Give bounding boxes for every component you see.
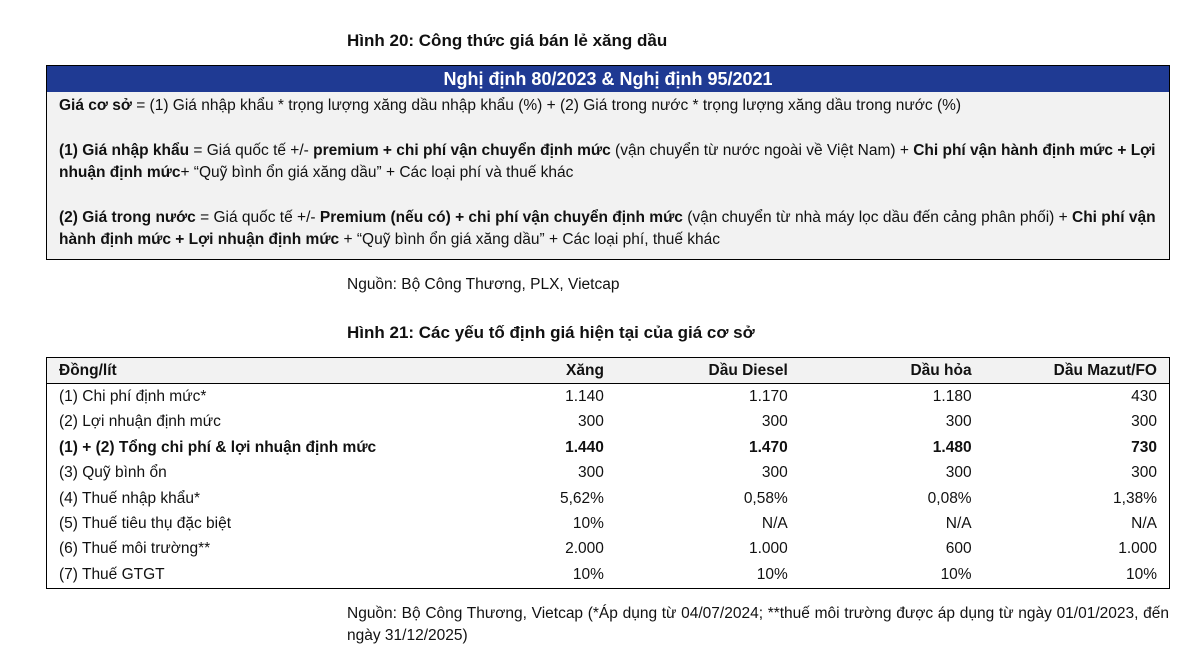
table-row (47, 511, 1170, 536)
row-label: (5) Thuế tiêu thụ đặc biệt (59, 515, 232, 533)
domestic-bold-2: Premium (nếu có) + chi phí vận chuyển định mức (319, 209, 683, 226)
table-cell: 10% (1125, 565, 1157, 583)
table-cell: 1.470 (748, 438, 788, 456)
base-price-formula (47, 95, 1169, 117)
column-header: Xăng (566, 361, 604, 379)
formula-box-header: Nghị định 80/2023 & Nghị định 95/2021 (47, 66, 1169, 92)
table-cell: N/A (761, 515, 788, 533)
table-row (47, 562, 1170, 588)
import-label: (1) Giá nhập khẩu (59, 142, 190, 159)
import-price-formula (47, 140, 1169, 184)
table-cell: 10% (572, 565, 604, 583)
figure-20-title: Hình 20: Công thức giá bán lẻ xăng dầu (347, 31, 668, 50)
row-label: (2) Lợi nhuận định mức (59, 413, 221, 431)
table-cell: 1.180 (932, 388, 972, 406)
table-cell: 5,62% (559, 489, 604, 507)
table-cell: N/A (945, 515, 972, 533)
import-text-2: (vận chuyển từ nước ngoài về Việt Nam) + (610, 142, 914, 159)
table-cell: 10% (572, 515, 604, 533)
domestic-text-3: + “Quỹ bình ổn giá xăng dầu” + Các loại phí, thuế khác (339, 231, 721, 248)
domestic-bold-3: Chi phí vận hành định mức + Lợi nhuận định mức (59, 209, 1156, 248)
row-label: (7) Thuế GTGT (59, 565, 165, 583)
table-cell: 300 (761, 464, 788, 482)
domestic-text-1: = Giá quốc tế +/- (195, 209, 320, 226)
table-cell: 300 (1131, 413, 1157, 431)
table-cell: 10% (756, 565, 788, 583)
table-cell: 0,58% (743, 489, 788, 507)
table-row (47, 461, 1170, 486)
import-bold-3: Chi phí vận hành định mức + Lợi nhuận định mức (59, 142, 1156, 181)
column-header: Dầu hỏa (910, 361, 972, 379)
pricing-factors-table (46, 357, 1170, 589)
table-cell: 300 (578, 413, 604, 431)
table-cell: 1.440 (565, 438, 604, 456)
table-cell: 1,38% (1113, 489, 1157, 507)
column-header: Dầu Mazut/FO (1053, 361, 1157, 379)
table-row (47, 537, 1170, 562)
table-cell: N/A (1131, 515, 1157, 533)
row-label: (3) Quỹ bình ổn (59, 464, 167, 482)
table-cell: 1.480 (932, 438, 972, 456)
table-row (47, 410, 1170, 435)
table-cell: 10% (940, 565, 972, 583)
table-cell: 300 (945, 464, 972, 482)
table-cell: 300 (578, 464, 604, 482)
table-row (47, 486, 1170, 511)
row-label: (6) Thuế môi trường** (59, 540, 211, 558)
column-header: Dầu Diesel (708, 361, 788, 379)
table-cell: 2.000 (565, 540, 604, 558)
base-price-text: = (1) Giá nhập khẩu * trọng lượng xăng dầu nhập khẩu (%) + (2) Giá trong nước * trọng lượng xăng dầu trong nước (%) (131, 97, 962, 114)
domestic-price-formula (47, 207, 1169, 251)
figure-20-source: Nguồn: Bộ Công Thương, PLX, Vietcap (347, 276, 620, 293)
table-cell: 300 (945, 413, 972, 431)
table-cell: 1.000 (748, 540, 788, 558)
import-text-3: + “Quỹ bình ổn giá xăng dầu” + Các loại phí và thuế khác (180, 164, 574, 181)
figure-21-source: Nguồn: Bộ Công Thương, Vietcap (*Áp dụng từ 04/07/2024; **thuế môi trường được áp dụng từ ngày 01/01/2023, đến ngày 31/12/2025) (347, 605, 1169, 644)
table-cell: 600 (945, 540, 972, 558)
import-bold-2: premium + chi phí vận chuyển định mức (313, 142, 611, 159)
row-label: (1) Chi phí định mức* (59, 388, 207, 406)
table-cell: 1.000 (1118, 540, 1157, 558)
table-cell: 730 (1131, 438, 1157, 456)
table-row (47, 384, 1170, 410)
domestic-label: (2) Giá trong nước (59, 209, 196, 226)
row-label: (1) + (2) Tổng chi phí & lợi nhuận định mức (59, 438, 377, 456)
table-cell: 300 (761, 413, 788, 431)
table-row-total (47, 435, 1170, 460)
column-header: Đồng/lít (59, 361, 117, 379)
domestic-text-2: (vận chuyển từ nhà máy lọc dầu đến cảng phân phối) + (682, 209, 1073, 226)
table-cell: 1.140 (565, 388, 604, 406)
table-cell: 300 (1131, 464, 1157, 482)
import-text-1: = Giá quốc tế +/- (189, 142, 314, 159)
table-cell: 430 (1131, 388, 1157, 406)
table-cell: 1.170 (748, 388, 788, 406)
formula-box (46, 65, 1170, 260)
figure-21-title: Hình 21: Các yếu tố định giá hiện tại của giá cơ sở (347, 323, 755, 342)
row-label: (4) Thuế nhập khẩu* (59, 489, 201, 507)
base-price-label: Giá cơ sở (59, 97, 132, 114)
table-header-row (47, 358, 1170, 384)
table-cell: 0,08% (927, 489, 972, 507)
